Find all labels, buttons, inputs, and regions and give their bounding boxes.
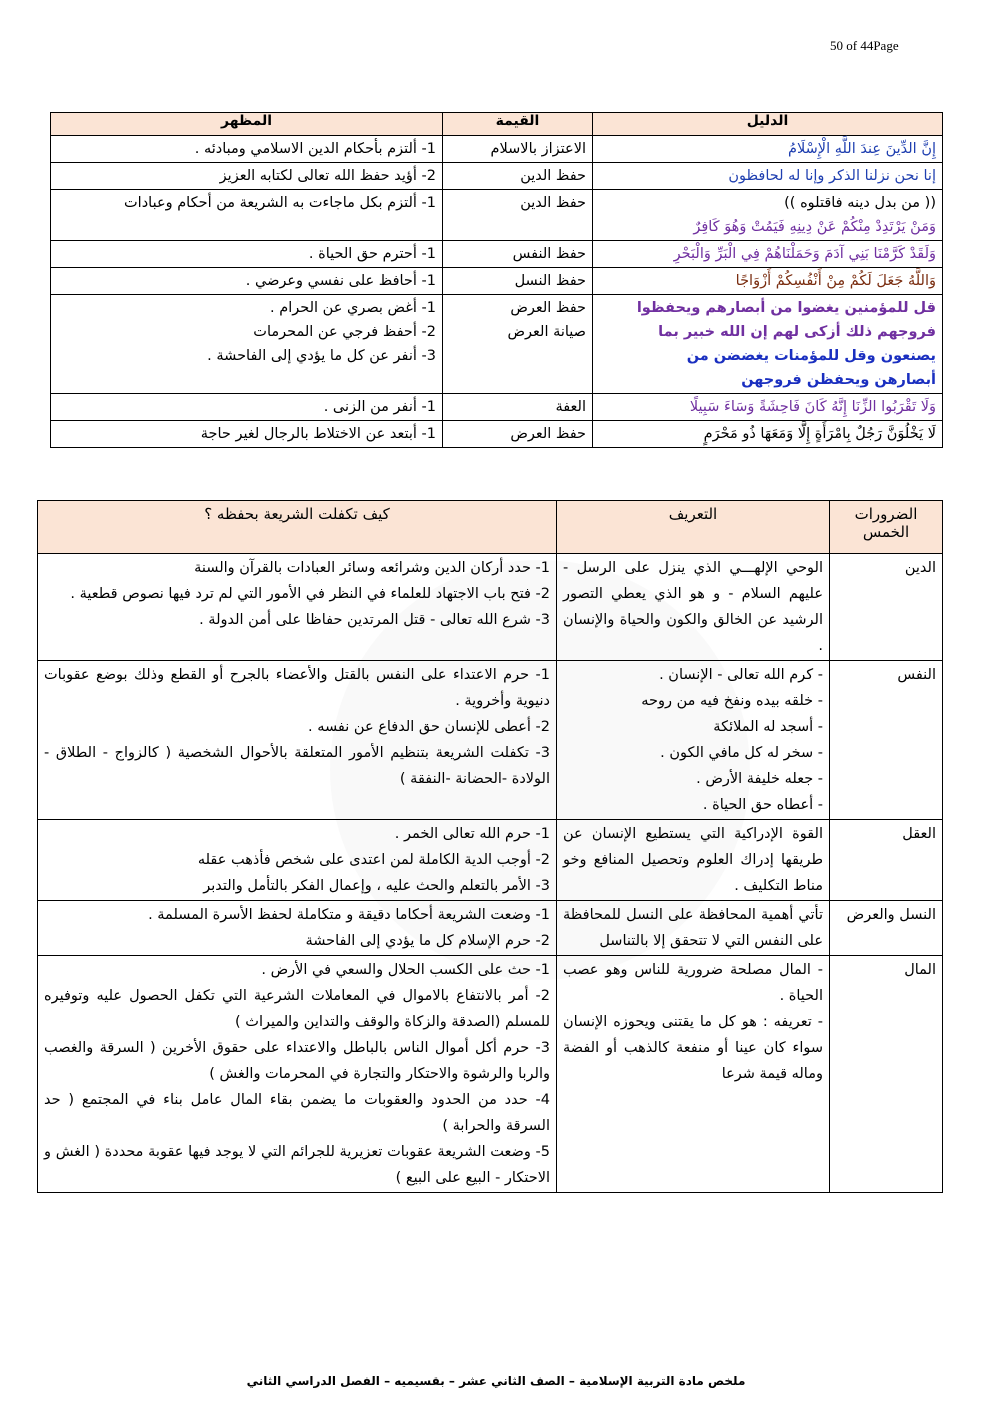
necessity-name: النفس [830, 661, 943, 820]
table-row [51, 295, 943, 394]
protection-line: 1- حدد أركان الدين وشرائعه وسائر العبادات بالقرآن والسنة [194, 560, 550, 576]
protection-line: 5- وضعت الشريعة عقوبات تعزيرية للجرائم التي لا يوجد فيها عقوبة محددة ( الغش و الاحتكار - البيع على البيع ) [44, 1144, 550, 1186]
appearance-cell [51, 190, 443, 241]
value-line: حفظ العرض [510, 300, 586, 316]
value-cell [443, 136, 593, 163]
evidence-line: لَا يَخْلُوَنَّ رَجُلٌ بِامْرَأَةٍ إِلَّا وَمَعَهَا ذُو مَحْرَمٍ [703, 426, 936, 442]
table-row [38, 820, 943, 901]
definition-line: - تعريفه : هو كل ما يقتنى ويحوزه الإنسان سواء كان عينا أو منفعة كالذهب أو الفضة وماله قيمة شرعا [563, 1014, 823, 1082]
protection-line: 3- شرع الله تعالى - قتل المرتدين حفاظا على أمن الدولة . [199, 612, 550, 628]
appearance-line: 1- أبتعد عن الاختلاط بالرجال لغير حاجة [200, 426, 436, 442]
appearance-line: 2- أحفظ فرجي عن المحرمات [253, 324, 436, 340]
appearance-line: 1- ألتزم بأحكام الدين الاسلامي ومبادئه . [194, 141, 436, 157]
header-appearance: المظهر [51, 113, 443, 136]
evidence-line: وَمَنْ يَرْتَدِدْ مِنْكُمْ عَنْ دِينِهِ فَيَمُتْ وَهُوَ كَافِرٌ [693, 219, 936, 235]
protection-line: 1- حرم الله تعالى الخمر . [394, 826, 550, 842]
protection-cell [38, 901, 557, 956]
evidence-cell [593, 136, 943, 163]
definition-line: - أسجد له الملائكة [713, 719, 823, 735]
footer: ملخص مادة التربية الإسلامية – الصف الثاني عشر – بقسيميه – الفصل الدراسي الثاني [246, 1374, 746, 1388]
page-number: 50 of 44Page [830, 38, 899, 53]
table-row [38, 661, 943, 820]
table-row [51, 421, 943, 448]
necessity-name: العقل [830, 820, 943, 901]
necessities-table-header [38, 501, 943, 554]
evidence-cell [593, 268, 943, 295]
header-necessity: الضرورات الخمس [830, 501, 943, 554]
evidence-line: فروجهم ذلك أزكى لهم إن الله خبير بما [658, 324, 936, 340]
necessity-name: الدين [830, 554, 943, 661]
definition-line: الوحي الإلهـــي الذي ينزل على الرسل - عليهم السلام - و هو الذي يعطي التصور الرشيد عن الخالق والكون والحياة والإنسان . [563, 560, 823, 654]
evidence-line: (( من بدل دينه فاقتلوه )) [784, 195, 936, 211]
value-line: حفظ الدين [520, 168, 586, 184]
definition-cell [557, 661, 830, 820]
appearance-cell [51, 136, 443, 163]
evidence-cell [593, 163, 943, 190]
value-cell [443, 295, 593, 394]
protection-line: 3- حرم أكل أموال الناس بالباطل والاعتداء على حقوق الأخرين ( السرقة والغصب والربا والرشوة والاحتكار والتجارة في المحرمات والغش ) [44, 1040, 550, 1082]
protection-line: 4- حدد من الحدود والعقوبات ما يضمن بقاء المال عامل بناء في المجتمع ( حد السرقة والحرابة ) [44, 1092, 550, 1134]
necessity-name: النسل والعرض [830, 901, 943, 956]
value-cell [443, 421, 593, 448]
definition-cell [557, 956, 830, 1193]
definition-cell [557, 901, 830, 956]
value-cell [443, 163, 593, 190]
appearance-cell [51, 163, 443, 190]
definition-line: - سخر له كل مافي الكون . [660, 745, 823, 761]
value-line: حفظ النسل [514, 273, 586, 289]
value-cell [443, 268, 593, 295]
definition-cell [557, 820, 830, 901]
protection-line: 2- أعطى للإنسان حق الدفاع عن نفسه . [308, 719, 550, 735]
protection-line: 2- فتح باب الاجتهاد للعلماء في النظر في الأمور التي لم ترد فيها نصوص قطعية . [70, 586, 550, 602]
appearance-line: 1- أنفر من الزنى . [323, 399, 436, 415]
protection-cell [38, 820, 557, 901]
protection-line: 2- أمر بالانتفاع بالاموال في المعاملات الشرعية التي تكفل الحصول عليه وتوفيره للمسلم (الصدقة والزكاة والوقف والتداين والميراث ) [44, 988, 550, 1030]
protection-line: 1- وضعت الشريعة أحكاما دقيقة و متكاملة لحفظ الأسرة المسلمة . [148, 907, 550, 923]
protection-cell [38, 554, 557, 661]
value-cell [443, 190, 593, 241]
evidence-line: قل للمؤمنين يغضوا من أبصارهم ويحفظوا [636, 300, 936, 316]
evidence-cell [593, 190, 943, 241]
definition-line: - كرم الله تعالى - الإنسان . [659, 667, 823, 683]
table-row [51, 241, 943, 268]
table-row [38, 956, 943, 1193]
protection-line: 3- تكفلت الشريعة بتنظيم الأمور المتعلقة بالأحوال الشخصية ( كالزواج - الطلاق - الولادة -الحضانة -النفقة ) [44, 745, 550, 787]
table-row [51, 268, 943, 295]
appearance-line: 3- أنفر عن كل ما يؤدي إلى الفاحشة . [207, 348, 436, 364]
value-line: العفة [555, 399, 586, 415]
table-row [51, 190, 943, 241]
value-cell [443, 394, 593, 421]
appearance-line: 1- أحافظ على نفسي وعرضي . [245, 273, 436, 289]
values-table [50, 112, 943, 448]
appearance-line: 1- أغض بصري عن الحرام . [270, 300, 436, 316]
evidence-line: يصنعون وقل للمؤمنات يغضضن من [686, 348, 936, 364]
definition-line: - المال مصلحة ضرورية للناس وهو عصب الحياة . [563, 962, 823, 1004]
appearance-cell [51, 295, 443, 394]
protection-line: 3- الأمر بالتعلم والحث عليه ، وإعمال الفكر بالتأمل والتدبر [203, 878, 550, 894]
protection-cell [38, 661, 557, 820]
definition-cell [557, 554, 830, 661]
value-line: صيانة العرض [507, 324, 586, 340]
evidence-cell [593, 394, 943, 421]
table-row [51, 394, 943, 421]
appearance-cell [51, 241, 443, 268]
protection-line: 2- حرم الإسلام كل ما يؤدي إلى الفاحشة [305, 933, 550, 949]
header-definition: التعريف [557, 501, 830, 554]
table-row [38, 901, 943, 956]
evidence-line: وَلَقَدْ كَرَّمْنَا بَنِي آدَمَ وَحَمَلْنَاهُمْ فِي الْبَرِّ وَالْبَحْرِ [673, 246, 936, 262]
appearance-cell [51, 421, 443, 448]
definition-line: - أعطاه حق الحياة . [702, 797, 823, 813]
protection-line: 1- حث على الكسب الحلال والسعي في الأرض . [261, 962, 550, 978]
appearance-line: 1- ألتزم بكل ماجاءت به الشريعة من أحكام وعبادات [124, 195, 436, 211]
header-value: القيمة [443, 113, 593, 136]
table-row [51, 136, 943, 163]
header-protection: كيف تكفلت الشريعة بحفظه ؟ [38, 501, 557, 554]
evidence-line: إِنَّ الدِّينَ عِندَ اللَّهِ الْإِسْلَامُ [788, 141, 936, 157]
appearance-cell [51, 268, 443, 295]
evidence-line: وَاللَّهُ جَعَلَ لَكُمْ مِنْ أَنْفُسِكُمْ أَزْوَاجًا [735, 273, 936, 289]
header-evidence: الدليل [593, 113, 943, 136]
evidence-cell [593, 421, 943, 448]
protection-line: 1- حرم الاعتداء على النفس بالقتل والأعضاء بالجرح أو القطع وذلك بوضع عقوبات دنيوية وأخروية . [44, 667, 550, 709]
table-row [38, 554, 943, 661]
definition-line: تأتي أهمية المحافظة على النسل للمحافظة على النفس التي لا تتحقق إلا بالتناسل [563, 907, 823, 949]
value-line: حفظ النفس [512, 246, 586, 262]
appearance-line: 2- أؤيد حفظ الله تعالى لكتابه العزيز [219, 168, 436, 184]
appearance-cell [51, 394, 443, 421]
protection-line: 2- أوجب الدية الكاملة لمن اعتدى على شخص فأذهب عقله [197, 852, 550, 868]
definition-line: القوة الإدراكية التي يستطيع الإنسان عن طريقها إدراك العلوم وتحصيل المنافع وخو مناط التكليف . [563, 826, 823, 894]
appearance-line: 1- أحترم حق الحياة . [308, 246, 436, 262]
evidence-cell [593, 295, 943, 394]
necessity-name: المال [830, 956, 943, 1193]
protection-cell [38, 956, 557, 1193]
evidence-line: إنا نحن نزلنا الذكر وإنا له لحافظون [728, 168, 936, 184]
definition-line: - جعله خليفة الأرض . [696, 771, 823, 787]
necessities-table [37, 500, 943, 1193]
value-cell [443, 241, 593, 268]
values-table-header [51, 113, 943, 136]
evidence-cell [593, 241, 943, 268]
definition-line: - خلقه بيده ونفخ فيه من روحه [641, 693, 823, 709]
value-line: حفظ الدين [520, 195, 586, 211]
evidence-line: أبصارهن ويحفظن فروجهن [741, 372, 936, 388]
value-line: الاعتزاز بالاسلام [490, 141, 586, 157]
table-row [51, 163, 943, 190]
value-line: حفظ العرض [510, 426, 586, 442]
evidence-line: وَلَا تَقْرَبُوا الزِّنَا إِنَّهُ كَانَ فَاحِشَةً وَسَاءَ سَبِيلًا [689, 399, 936, 415]
